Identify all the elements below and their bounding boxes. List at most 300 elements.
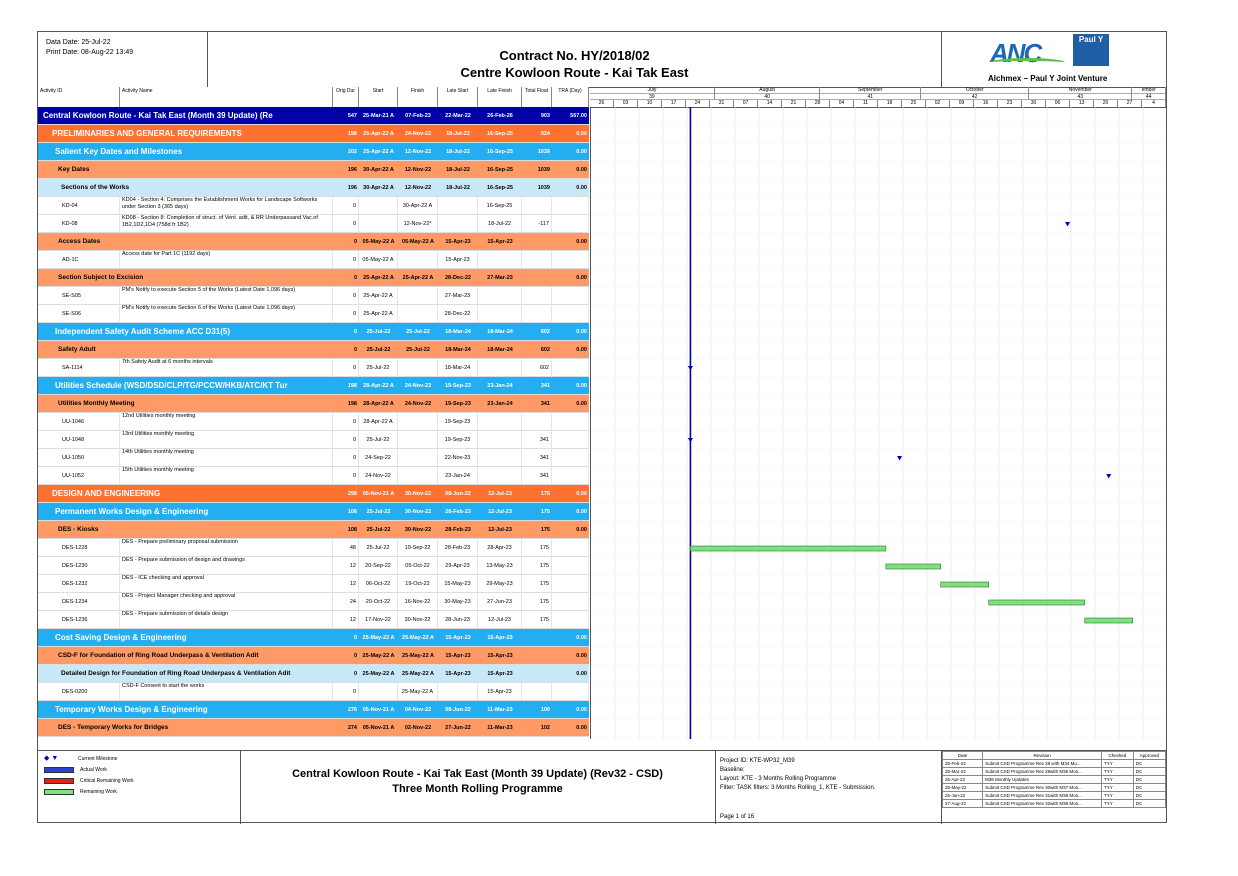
activity-row[interactable] (38, 611, 589, 629)
wbs-row[interactable] (38, 269, 589, 287)
cell-tra (552, 413, 589, 431)
cell-late-finish: 16-Sep-25 (478, 197, 522, 215)
cell-late-finish: 26-Feb-26 (487, 113, 513, 119)
cell-start: 25-May-22 A (362, 653, 395, 659)
cell-activity-name: Access Dates (58, 238, 101, 245)
cell-start: 25-May-22 A (362, 635, 395, 641)
cell-finish (398, 413, 438, 431)
cell-late-finish: 13-May-23 (478, 557, 522, 575)
day-label: 26 (590, 100, 614, 107)
remaining-work-bar[interactable] (690, 546, 885, 551)
sheet-footer (38, 750, 1166, 824)
col-late-finish[interactable]: Late Finish (478, 87, 522, 107)
cell-orig-dur: 0 (333, 251, 359, 269)
activity-row[interactable] (38, 593, 589, 611)
legend-item (44, 755, 117, 763)
cell-late-finish: 15-Apr-23 (487, 653, 513, 659)
cell-activity-id: DES-1236 (38, 611, 120, 629)
cell-activity-id: KD-04 (38, 197, 120, 215)
cell-activity-name: 15th Utilities monthly meeting (120, 467, 333, 485)
cell-finish (398, 305, 438, 323)
cell-activity-name: 7th Safety Audit at 6 months intervals (120, 359, 333, 377)
day-label: 21 (782, 100, 806, 107)
cell-start: 30-Apr-22 A (363, 167, 394, 173)
cell-finish: 25-May-22 A (402, 653, 434, 659)
wbs-row[interactable] (38, 719, 589, 737)
cell-orig-dur: 198 (347, 401, 357, 407)
revision-cell: 27-Aug-22 (943, 800, 983, 808)
wbs-row[interactable] (38, 701, 589, 719)
cell-late-finish: 11-Mar-23 (487, 707, 513, 713)
wbs-row[interactable] (38, 395, 589, 413)
cell-total-float: -117 (522, 215, 552, 233)
cell-activity-id: AD-1C (38, 251, 120, 269)
activity-row[interactable] (38, 215, 589, 233)
cell-finish: 30-Apr-22 A (398, 197, 438, 215)
cell-activity-name: PM's Notify to execute Section 5 of the Works (Latest Date 1,096 days) (120, 287, 333, 305)
cell-activity-name: Salient Key Dates and Milestones (55, 147, 183, 156)
cell-tra (552, 557, 589, 575)
cell-late-finish: 15-Apr-23 (487, 635, 513, 641)
wbs-row[interactable] (38, 143, 589, 161)
wbs-row[interactable] (38, 233, 589, 251)
cell-start: 05-Nov-21 A (362, 725, 395, 731)
cell-orig-dur: 198 (347, 383, 357, 389)
legend-label: Actual Work (80, 767, 107, 773)
cell-tra: 0.00 (576, 131, 587, 137)
cell-total-float: 175 (522, 611, 552, 629)
cell-total-float (522, 233, 552, 251)
cell-total-float: 341 (540, 383, 550, 389)
cell-activity-name: KD04 - Section 4: Comprises the Establishment Works for Landscape Softworks under Section 3 (365 days) (120, 197, 333, 215)
day-label: 14 (758, 100, 782, 107)
cell-activity-id: UU-1046 (38, 413, 120, 431)
cell-activity-name: PRELIMINARIES AND GENERAL REQUIREMENTS (52, 129, 242, 138)
cell-activity-id: SE-S05 (38, 287, 120, 305)
cell-late-start: 22-Nov-23 (438, 449, 478, 467)
activity-row[interactable] (38, 557, 589, 575)
cell-start: 25-Jul-22 (359, 431, 398, 449)
cell-start: 25-Jul-22 (366, 329, 391, 335)
col-late-start[interactable]: Late Start (438, 87, 478, 107)
cell-late-finish: 28-Apr-23 (478, 539, 522, 557)
cell-late-start: 28-Jun-23 (438, 611, 478, 629)
cell-total-float: 175 (522, 557, 552, 575)
cell-late-start: 22-Mar-22 (445, 113, 471, 119)
col-start[interactable]: Start (359, 87, 398, 107)
cell-late-start: 15-May-23 (438, 575, 478, 593)
day-label: 09 (950, 100, 974, 107)
cell-start: 30-Apr-22 A (363, 185, 394, 191)
cell-activity-name: Central Kowloon Route - Kai Tak East (Month 39 Update) (Re (43, 111, 273, 120)
cell-late-start: 15-Apr-23 (445, 239, 471, 245)
cell-finish (398, 251, 438, 269)
cell-late-finish (478, 305, 522, 323)
cell-start: 25-Apr-22 A (363, 149, 394, 155)
cell-start: 28-Apr-22 A (359, 413, 398, 431)
cell-finish: 05-Oct-22 (398, 557, 438, 575)
cell-tra (552, 593, 589, 611)
cell-activity-name: KD08 - Section 8: Completion of struct. of Vent. adit, & RR Underpassand Vac.of 1B2,1D2,1D4 (758d fr 1B2) (120, 215, 333, 233)
week-label: 43 (1029, 94, 1132, 100)
cell-start: 25-Apr-22 A (363, 275, 394, 281)
week-label: 41 (820, 94, 921, 100)
cell-late-finish: 27-Jun-23 (478, 593, 522, 611)
cell-finish (398, 431, 438, 449)
cell-total-float: 175 (522, 575, 552, 593)
legend (38, 751, 241, 824)
cell-late-finish: 23-Jan-24 (487, 383, 513, 389)
cell-late-start: 18-Mar-24 (445, 347, 471, 353)
cell-orig-dur: 198 (347, 131, 357, 137)
cell-finish (398, 449, 438, 467)
cell-orig-dur: 12 (333, 575, 359, 593)
milestone-marker[interactable] (1065, 222, 1070, 227)
cell-activity-id: SE-S06 (38, 305, 120, 323)
legend-label: Critical Remaining Work (80, 778, 134, 784)
activity-row[interactable] (38, 539, 589, 557)
cell-total-float: 903 (540, 113, 550, 119)
revision-row (943, 792, 1166, 800)
cell-activity-name: Access date for Part 1C (1192 days) (120, 251, 333, 269)
remaining-work-bar[interactable] (989, 600, 1085, 605)
cell-start: 24-Sep-22 (359, 449, 398, 467)
cell-orig-dur: 0 (333, 287, 359, 305)
cell-late-start: 28-Dec-22 (445, 275, 471, 281)
remaining-work-bar[interactable] (941, 582, 989, 587)
activity-row[interactable] (38, 251, 589, 269)
cell-late-finish: 16-Sep-25 (487, 167, 513, 173)
cell-start: 25-Apr-22 A (359, 305, 398, 323)
cell-orig-dur: 0 (333, 683, 359, 701)
wbs-row[interactable] (38, 665, 589, 683)
cell-late-finish: 16-Sep-25 (487, 131, 513, 137)
week-label: 44 (1132, 94, 1166, 100)
cell-tra: 0.00 (576, 401, 587, 407)
footer-title (240, 751, 716, 824)
wbs-row[interactable] (38, 107, 589, 125)
cell-orig-dur: 12 (333, 557, 359, 575)
cell-activity-name: DES - Prepare preliminary proposal submission (120, 539, 333, 557)
cell-finish: 30-Nov-22 (404, 491, 432, 497)
cell-tra: 0.00 (576, 509, 587, 515)
activity-row[interactable] (38, 431, 589, 449)
cell-orig-dur: 0 (333, 215, 359, 233)
cell-late-finish: 18-Mar-24 (487, 329, 513, 335)
activity-row[interactable] (38, 305, 589, 323)
revision-cell: TYY (1102, 792, 1134, 800)
day-label: 07 (734, 100, 758, 107)
revision-cell: DC (1133, 776, 1165, 784)
cell-total-float: 824 (540, 131, 550, 137)
cell-tra: 0.00 (576, 707, 587, 713)
cell-tra: 0.00 (576, 185, 587, 191)
cell-finish: 02-Nov-22 (404, 725, 432, 731)
activity-row[interactable] (38, 683, 589, 701)
milestone-marker[interactable] (688, 366, 693, 371)
sheet-header (38, 32, 1166, 88)
cell-late-finish (478, 449, 522, 467)
revision-cell: 25-Apr-22 (943, 776, 983, 784)
cell-tra: 0.00 (576, 635, 587, 641)
cell-late-start: 08-Jun-22 (445, 707, 471, 713)
cell-orig-dur: 0 (353, 329, 357, 335)
cell-orig-dur: 0 (353, 635, 357, 641)
cell-late-finish: 16-Sep-25 (487, 185, 513, 191)
cell-late-finish: 29-May-23 (478, 575, 522, 593)
activity-row[interactable] (38, 575, 589, 593)
month-label: July (590, 87, 715, 94)
col-finish[interactable]: Finish (398, 87, 438, 107)
cell-late-finish (478, 251, 522, 269)
col-activity-id[interactable]: Activity ID (38, 87, 120, 107)
cell-late-start: 19-Sep-23 (438, 431, 478, 449)
wbs-row[interactable] (38, 323, 589, 341)
cell-orig-dur: 547 (347, 113, 357, 119)
cell-finish: 24-Nov-22 (404, 401, 432, 407)
cell-finish: 25-Jul-22 (406, 347, 430, 353)
cell-start: 25-Jul-22 (366, 347, 391, 353)
cell-start: 25-Apr-22 A (363, 131, 394, 137)
cell-activity-name: Section Subject to Excision (58, 274, 144, 281)
revision-header: Approved (1133, 752, 1165, 760)
revision-cell: 25-Jun-22 (943, 792, 983, 800)
cell-start: 28-Apr-22 A (363, 383, 394, 389)
cell-orig-dur: 12 (333, 611, 359, 629)
col-total-float[interactable]: Total Float (522, 87, 552, 107)
day-label: 30 (1022, 100, 1046, 107)
activity-row[interactable] (38, 287, 589, 305)
col-tra[interactable]: TRA (Day) (552, 87, 589, 107)
cell-tra: 0.00 (576, 653, 587, 659)
cell-late-finish (478, 431, 522, 449)
cell-orig-dur: 0 (353, 347, 357, 353)
company-logo (941, 32, 1167, 87)
day-label: 17 (662, 100, 686, 107)
contract-title: Contract No. HY/2018/02 (499, 48, 650, 63)
bar-legend-swatch (44, 778, 74, 784)
col-orig-dur[interactable]: Orig Dur (333, 87, 359, 107)
cell-total-float (522, 197, 552, 215)
cell-activity-name: PM's Notify to execute Section 6 of the Works (Latest Date 1,096 days) (120, 305, 333, 323)
cell-orig-dur: 274 (347, 725, 357, 731)
cell-tra: 0.00 (576, 167, 587, 173)
cell-late-finish (478, 467, 522, 485)
wbs-row[interactable] (38, 629, 589, 647)
day-label: 16 (974, 100, 998, 107)
cell-activity-name: DES - Project Manager checking and approval (120, 593, 333, 611)
cell-activity-name: CSD-F for Foundation of Ring Road Underpass & Ventilation Adit (58, 652, 259, 659)
month-label: November (1029, 87, 1132, 94)
remaining-work-bar[interactable] (886, 564, 941, 569)
wbs-row[interactable] (38, 125, 589, 143)
gantt-body (590, 107, 1167, 739)
project-id: Project ID: KTE-WP32_M39 (720, 758, 795, 764)
cell-total-float: 175 (540, 509, 550, 515)
cell-late-finish: 12-Jul-23 (488, 509, 512, 515)
cell-late-finish: 15-Apr-23 (487, 239, 513, 245)
revision-cell: Submit CSD Programme Rev 31with M38 Mon... (983, 792, 1102, 800)
cell-finish: 25-Apr-22 A (402, 275, 434, 281)
data-date: Data Date: 25-Jul-22 (46, 39, 111, 46)
activity-row[interactable] (38, 413, 589, 431)
wbs-row[interactable] (38, 179, 589, 197)
cell-start: 28-Apr-22 A (363, 401, 394, 407)
revision-cell: 25-May-22 (943, 784, 983, 792)
cell-finish: 12-Nov-22 (404, 185, 432, 191)
cell-start (359, 215, 398, 233)
cell-late-finish (478, 287, 522, 305)
cell-activity-id: UU-1048 (38, 431, 120, 449)
cell-late-finish: 15-Apr-23 (478, 683, 522, 701)
cell-finish: 19-Oct-22 (398, 575, 438, 593)
revision-cell: DC (1133, 800, 1165, 808)
cell-late-start: 15-Apr-23 (445, 671, 471, 677)
cell-tra: 0.00 (576, 527, 587, 533)
timeline-header (590, 87, 1166, 108)
revision-cell: Submit CSD Programme Rev 32with M39 Mon... (983, 800, 1102, 808)
cell-finish: 24-Nov-22 (404, 131, 432, 137)
cell-orig-dur: 298 (347, 491, 357, 497)
cell-finish: 07-Feb-23 (405, 113, 431, 119)
cell-late-start: 18-Mar-24 (445, 329, 471, 335)
cell-late-start: 18-Mar-24 (438, 359, 478, 377)
cell-orig-dur: 0 (333, 359, 359, 377)
wbs-row[interactable] (38, 503, 589, 521)
remaining-work-bar[interactable] (1085, 618, 1133, 623)
revision-cell: DC (1133, 784, 1165, 792)
milestone-marker[interactable] (688, 438, 693, 443)
cell-start: 20-Oct-22 (359, 593, 398, 611)
cell-start: 06-Oct-22 (359, 575, 398, 593)
month-label: October (921, 87, 1029, 94)
cell-late-finish: 27-Mar-23 (487, 275, 513, 281)
cell-late-start: 08-Jun-22 (445, 491, 471, 497)
day-label: 02 (926, 100, 950, 107)
revision-header: Revision (983, 752, 1102, 760)
wbs-row[interactable] (38, 647, 589, 665)
cell-orig-dur: 48 (333, 539, 359, 557)
col-activity-name[interactable]: Activity Name (120, 87, 333, 107)
cell-tra: 567.00 (570, 113, 587, 119)
cell-orig-dur: 196 (347, 185, 357, 191)
revision-cell: TYY (1102, 784, 1134, 792)
cell-late-start: 23-Jan-24 (438, 467, 478, 485)
cell-activity-name: Independent Safety Audit Scheme ACC D31(5) (55, 327, 230, 336)
activity-row[interactable] (38, 197, 589, 215)
milestone-marker[interactable] (897, 456, 902, 461)
cell-finish: 12-Nov-22 (404, 149, 432, 155)
revision-cell: TYY (1102, 800, 1134, 808)
legend-item (44, 766, 107, 774)
cell-tra: 0.00 (576, 347, 587, 353)
cell-total-float (522, 683, 552, 701)
cell-late-start (438, 197, 478, 215)
cell-tra (552, 449, 589, 467)
title-box (208, 32, 941, 87)
cell-late-start: 29-Apr-23 (438, 557, 478, 575)
cell-total-float: 175 (522, 539, 552, 557)
cell-activity-id: UU-1052 (38, 467, 120, 485)
revision-header: Checked (1102, 752, 1134, 760)
wbs-row[interactable] (38, 521, 589, 539)
cell-orig-dur: 276 (347, 707, 357, 713)
cell-activity-name: Utilities Monthly Meeting (58, 400, 135, 407)
cell-late-start: 28-Feb-23 (445, 527, 471, 533)
cell-activity-name: Cost Saving Design & Engineering (55, 633, 187, 642)
cell-orig-dur: 108 (347, 527, 357, 533)
milestone-marker[interactable] (1106, 474, 1111, 479)
cell-finish: 30-Nov-22 (404, 527, 432, 533)
cell-start: 24-Nov-22 (359, 467, 398, 485)
cell-total-float (522, 665, 552, 683)
cell-late-start: 28-Dec-22 (438, 305, 478, 323)
cell-tra (552, 431, 589, 449)
cell-total-float (522, 287, 552, 305)
week-label: 39 (590, 94, 715, 100)
cell-total-float: 341 (540, 401, 550, 407)
cell-late-finish: 12-Jul-23 (488, 527, 512, 533)
cell-activity-name: 12nd Utilities monthly meeting (120, 413, 333, 431)
wbs-row[interactable] (38, 341, 589, 359)
wbs-row[interactable] (38, 377, 589, 395)
activity-row[interactable] (38, 449, 589, 467)
cell-finish (398, 359, 438, 377)
activity-row[interactable] (38, 359, 589, 377)
day-label: 03 (614, 100, 638, 107)
cell-total-float: 1039 (537, 185, 550, 191)
bar-legend-swatch (44, 789, 74, 795)
month-label: August (715, 87, 821, 94)
cell-tra: 0.00 (576, 725, 587, 731)
print-date: Print Date: 08-Aug-22 13:49 (46, 49, 134, 56)
cell-orig-dur: 0 (333, 431, 359, 449)
cell-late-finish: 11-Mar-23 (487, 725, 513, 731)
cell-tra: 0.00 (576, 329, 587, 335)
footer-title-line2: Three Month Rolling Programme (392, 783, 563, 795)
cell-start: 25-Jul-22 (366, 509, 391, 515)
cell-finish: 30-Nov-22 (404, 509, 432, 515)
cell-orig-dur: 196 (347, 167, 357, 173)
activity-row[interactable] (38, 467, 589, 485)
day-label: 18 (878, 100, 902, 107)
wbs-row[interactable] (38, 161, 589, 179)
revision-row (943, 800, 1166, 808)
gantt-canvas (591, 107, 1167, 739)
cell-start: 25-May-22 A (362, 671, 395, 677)
revision-cell: Submit CSD Programme Rev 29with M35 Mon... (983, 768, 1102, 776)
cell-activity-name: DES - Prepare submission of design and drawings (120, 557, 333, 575)
cell-tra: 0.00 (576, 383, 587, 389)
cell-orig-dur: 0 (353, 671, 357, 677)
cell-late-start: 30-May-23 (438, 593, 478, 611)
cell-finish: 16-Nov-22 (398, 593, 438, 611)
cell-total-float (522, 251, 552, 269)
cell-tra (552, 467, 589, 485)
cell-start (359, 197, 398, 215)
revision-cell: DC (1133, 792, 1165, 800)
revision-cell: Submit CSD Programme Rev 30with M37 Mon... (983, 784, 1102, 792)
column-header-row (38, 87, 589, 108)
cell-finish: 25-May-22 A (398, 683, 438, 701)
cell-tra (552, 359, 589, 377)
wbs-row[interactable] (38, 485, 589, 503)
cell-late-start: 15-Apr-23 (438, 251, 478, 269)
cell-start: 05-Nov-21 A (362, 491, 395, 497)
revision-table (942, 751, 1166, 824)
cell-activity-name: Sections of the Works (61, 184, 130, 191)
cell-orig-dur: 0 (333, 449, 359, 467)
